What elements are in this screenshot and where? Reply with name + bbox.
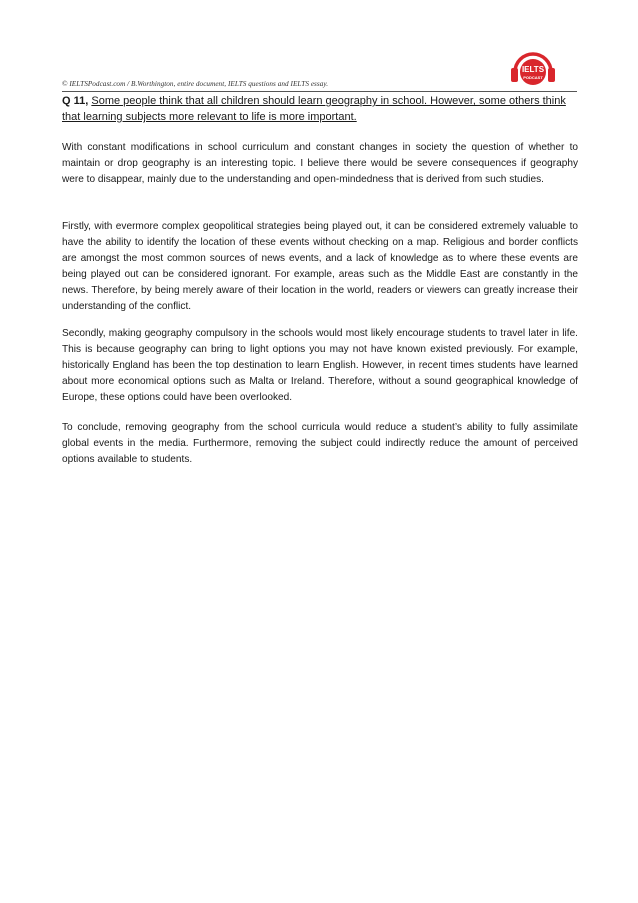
question-number: Q 11, (62, 95, 89, 107)
essay-paragraph-body-1: Firstly, with evermore complex geopolitical strategies being played out, it can be considered extremely valuable to have the ability to identify the location of these events without checking on a map. Religious and border conflicts are amongst the most common sources of news events, and a lack of knowledge as to where these events are being played out can be considered ignorant. For example, areas such as the Middle East are constantly in the news. Therefore, by being merely aware of their location in the world, readers or viewers can greatly increase their understanding of the conflict. (62, 221, 578, 313)
header-divider (62, 91, 577, 92)
question-text: Some people think that all children should learn geography in school. However, some others think that learning subjects more relevant to life is more important. (62, 95, 566, 123)
essay-paragraph-intro: With constant modifications in school curriculum and constant changes in society the question of whether to maintain or drop geography is an interesting topic. I believe there would be severe consequences if geography were to disappear, mainly due to the understanding and open-mindedness that is derived from such studies. (62, 142, 578, 186)
copyright-notice: © IELTSPodcast.com / B.Worthington, entire document, IELTS questions and IELTS essay. (62, 80, 329, 88)
essay-paragraph-conclusion: To conclude, removing geography from the school curricula would reduce a student’s ability to fully assimilate global events in the media. Furthermore, removing the subject could indirectly reduce the amount of perceived options available to students. (62, 422, 578, 466)
logo-text: IELTS (521, 65, 545, 74)
essay-question (62, 93, 578, 125)
essay-paragraph-body-2: Secondly, making geography compulsory in the schools would most likely encourage students to travel later in life. This is because geography can bring to light options you may not have known existed previously. For example, historically England has been the top destination to learn English. However, in recent times students have learned about more economical options such as Malta or Ireland. Therefore, without a sound geographical knowledge of Europe, these options could have been overlooked. (62, 328, 578, 404)
logo-subtext: PODCAST (523, 75, 543, 80)
